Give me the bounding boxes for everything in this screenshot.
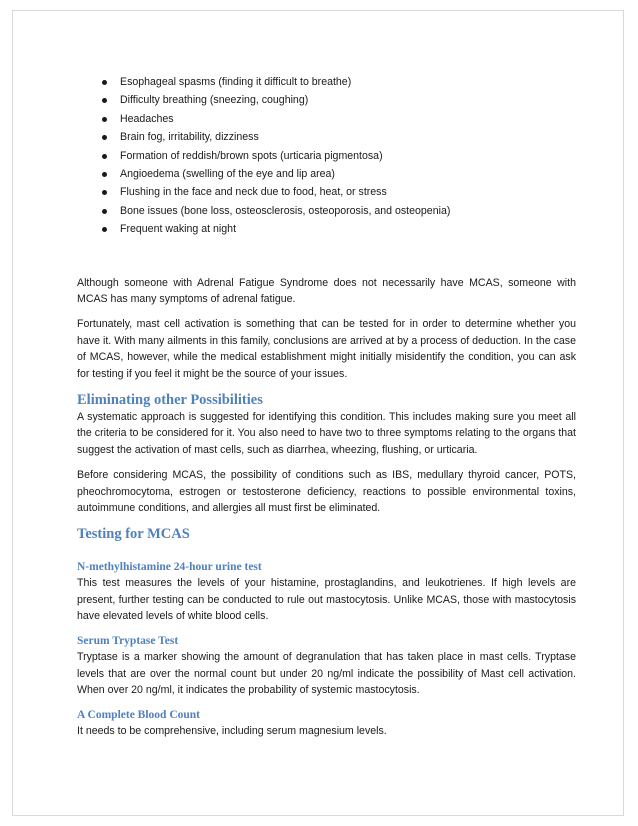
bullet-icon (102, 209, 107, 214)
tryptase-test-paragraph: Tryptase is a marker showing the amount of degranulation that has taken place in mast cells. Tryptase levels that are over the normal count but under 20 ng/ml indicate the possibility of Mast cell activation. When over 20 ng/ml, it indicates the probability of systemic mastocytosis. (77, 651, 576, 697)
blood-count-heading: A Complete Blood Count (77, 709, 200, 722)
eliminating-heading: Eliminating other Possibilities (77, 391, 263, 408)
bullet-icon (102, 172, 107, 177)
bullet-icon (102, 227, 107, 232)
list-item: Formation of reddish/brown spots (urticaria pigmentosa) (98, 148, 576, 166)
bullet-icon (102, 190, 107, 195)
list-item: Bone issues (bone loss, osteosclerosis, osteoporosis, and osteopenia) (98, 203, 576, 221)
bullet-icon (102, 98, 107, 103)
eliminating-paragraph-1: A systematic approach is suggested for identifying this condition. This includes making sure you meet all the criteria to be considered for it. You also need to have two to three symptoms relating to the organs that suggest the activation of mast cells, such as diarrhea, wheezing, flushing, or urticaria. (77, 410, 576, 457)
blood-count-paragraph: It needs to be comprehensive, including serum magnesium levels. (77, 725, 387, 738)
bullet-icon (102, 80, 107, 85)
testing-heading: Testing for MCAS (77, 525, 190, 542)
tryptase-test-heading: Serum Tryptase Test (77, 635, 179, 648)
bullet-icon (102, 154, 107, 159)
page-content (77, 74, 576, 748)
list-item: Frequent waking at night (98, 221, 576, 239)
bullet-icon (102, 135, 107, 140)
urine-test-heading: N-methylhistamine 24-hour urine test (77, 560, 262, 573)
adrenal-paragraph: Although someone with Adrenal Fatigue Syndrome does not necessarily have MCAS, someone with MCAS has many symptoms of adrenal fatigue. (77, 276, 576, 306)
list-item: Flushing in the face and neck due to food, heat, or stress (98, 184, 576, 202)
list-item: Angioedema (swelling of the eye and lip area) (98, 166, 576, 184)
eliminating-paragraph-2: Before considering MCAS, the possibility of conditions such as IBS, medullary thyroid cancer, POTS, pheochromocytoma, estrogen or testosterone deficiency, reactions to possible environmental toxins, autoimmune conditions, and allergies all must first be eliminated. (77, 468, 576, 515)
symptom-list (77, 74, 576, 240)
fortunately-paragraph: Fortunately, mast cell activation is something that can be tested for in order to determine whether you have it. With many ailments in this family, conclusions are arrived at by a process of deduction. In the case of MCAS, however, while the medical establishment might initially misidentify the condition, you can ask for testing if you feel it might be the source of your issues. (77, 317, 576, 381)
list-item: Headaches (98, 111, 576, 129)
bullet-icon (102, 117, 107, 122)
document-page (12, 10, 624, 816)
list-item: Brain fog, irritability, dizziness (98, 129, 576, 147)
list-item: Difficulty breathing (sneezing, coughing) (98, 92, 576, 110)
list-item: Esophageal spasms (finding it difficult to breathe) (98, 74, 576, 92)
urine-test-paragraph: This test measures the levels of your histamine, prostaglandins, and leukotrienes. If high levels are present, further testing can be conducted to rule out mastocytosis. Unlike MCAS, those with mastocytosis have elevated levels of white blood cells. (77, 576, 576, 623)
